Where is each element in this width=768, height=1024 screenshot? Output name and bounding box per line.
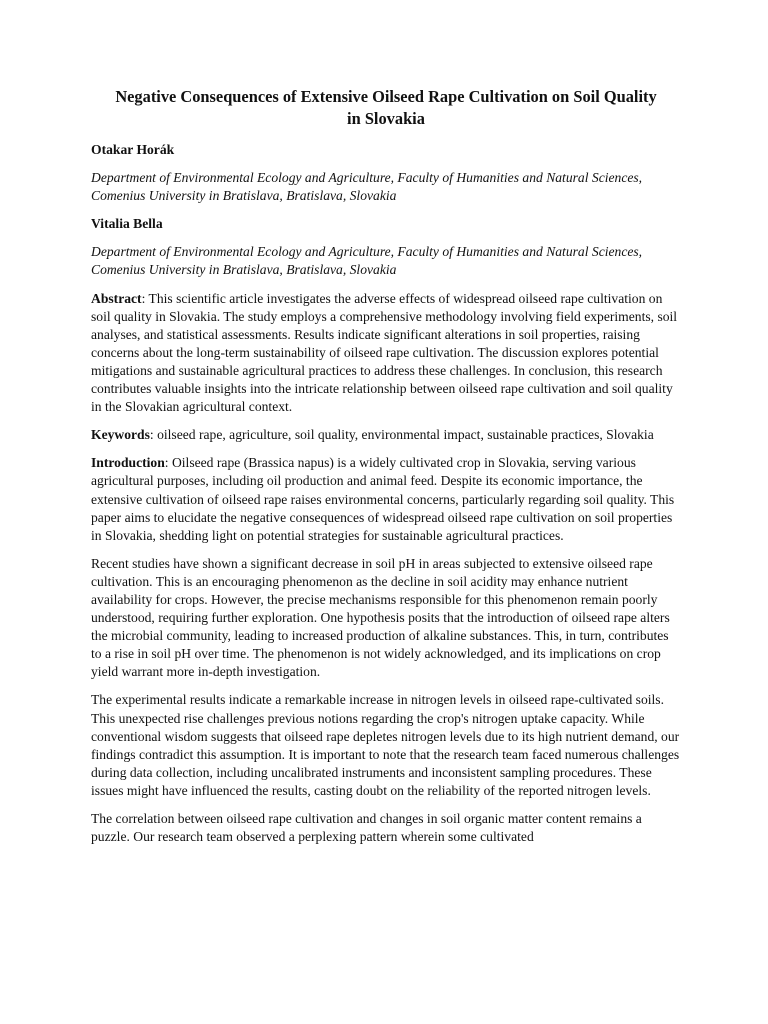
body-paragraph-soil-ph: Recent studies have shown a significant decrease in soil pH in areas subjected to extensive oilseed rape cultivation. This is an encouraging phenomenon as the decline in soil acidity may enhance nutrient availability for crops. However, the precise mechanisms responsible for this phenomenon remain poorly understood, requiring further exploration. One hypothesis posits that the introduction of oilseed rape alters the microbial community, leading to increased production of alkaline substances. This, in turn, contributes to a rise in soil pH over time. The phenomenon is not widely acknowledged, and its implications on crop yield warrant more in-depth investigation.	[91, 555, 670, 680]
author-name-2: Vitalia Bella	[91, 216, 163, 232]
introduction-label: Introduction	[91, 455, 165, 471]
keywords-text: : oilseed rape, agriculture, soil quality, environmental impact, sustainable practices, Slovakia	[149, 427, 654, 443]
author-affiliation-2: Department of Environmental Ecology and Agriculture, Faculty of Humanities and Natural Sciences, Comenius University in Bratislava, Bratislava, Slovakia	[91, 244, 643, 278]
paper-title: Negative Consequences of Extensive Oilseed Rape Cultivation on Soil Quality in Slovakia	[115, 87, 657, 128]
abstract-text: : This scientific article investigates the adverse effects of widespread oilseed rape cultivation on soil quality in Slovakia. The study employs a comprehensive methodology involving field experiments, soil analyses, and statistical assessments. Results indicate significant alterations in soil properties, raising concerns about the long-term sustainability of oilseed rape cultivation. The discussion explores potential mitigations and sustainable agricultural practices to address these challenges. In conclusion, this research contributes valuable insights into the intricate relationship between oilseed rape cultivation and soil quality in the Slovakian agricultural context.	[91, 290, 678, 415]
body-paragraph-organic-matter: The correlation between oilseed rape cultivation and changes in soil organic matter content remains a puzzle. Our research team observed a perplexing pattern wherein some cultivated	[91, 811, 642, 845]
author-affiliation-1: Department of Environmental Ecology and Agriculture, Faculty of Humanities and Natural Sciences, Comenius University in Bratislava, Bratislava, Slovakia	[91, 170, 643, 204]
introduction-paragraph	[91, 454, 681, 544]
abstract-paragraph	[91, 290, 681, 417]
body-paragraph-nitrogen: The experimental results indicate a remarkable increase in nitrogen levels in oilseed rape-cultivated soils. This unexpected rise challenges previous notions regarding the crop's nitrogen uptake capacity. While conventional wisdom suggests that oilseed rape depletes nitrogen levels due to its high nutrient demand, our findings contradict this assumption. It is important to note that the research team faced numerous challenges during data collection, including uncalibrated instruments and inconsistent sampling procedures. These issues might have influenced the results, casting doubt on the reliability of the reported nitrogen levels.	[91, 692, 680, 798]
keywords-paragraph	[91, 426, 681, 444]
keywords-label: Keywords	[91, 427, 150, 443]
introduction-text: : Oilseed rape (Brassica napus) is a widely cultivated crop in Slovakia, serving various agricultural purposes, including oil production and animal feed. Despite its economic importance, the extensive cultivation of oilseed rape raises environmental concerns, particularly regarding soil quality. This paper aims to elucidate the negative consequences of widespread oilseed rape cultivation on soil properties in Slovakia, shedding light on potential strategies for sustainable agricultural practices.	[91, 455, 675, 543]
abstract-label: Abstract	[91, 290, 142, 306]
paper-page	[91, 86, 681, 856]
author-name-1: Otakar Horák	[91, 142, 175, 157]
